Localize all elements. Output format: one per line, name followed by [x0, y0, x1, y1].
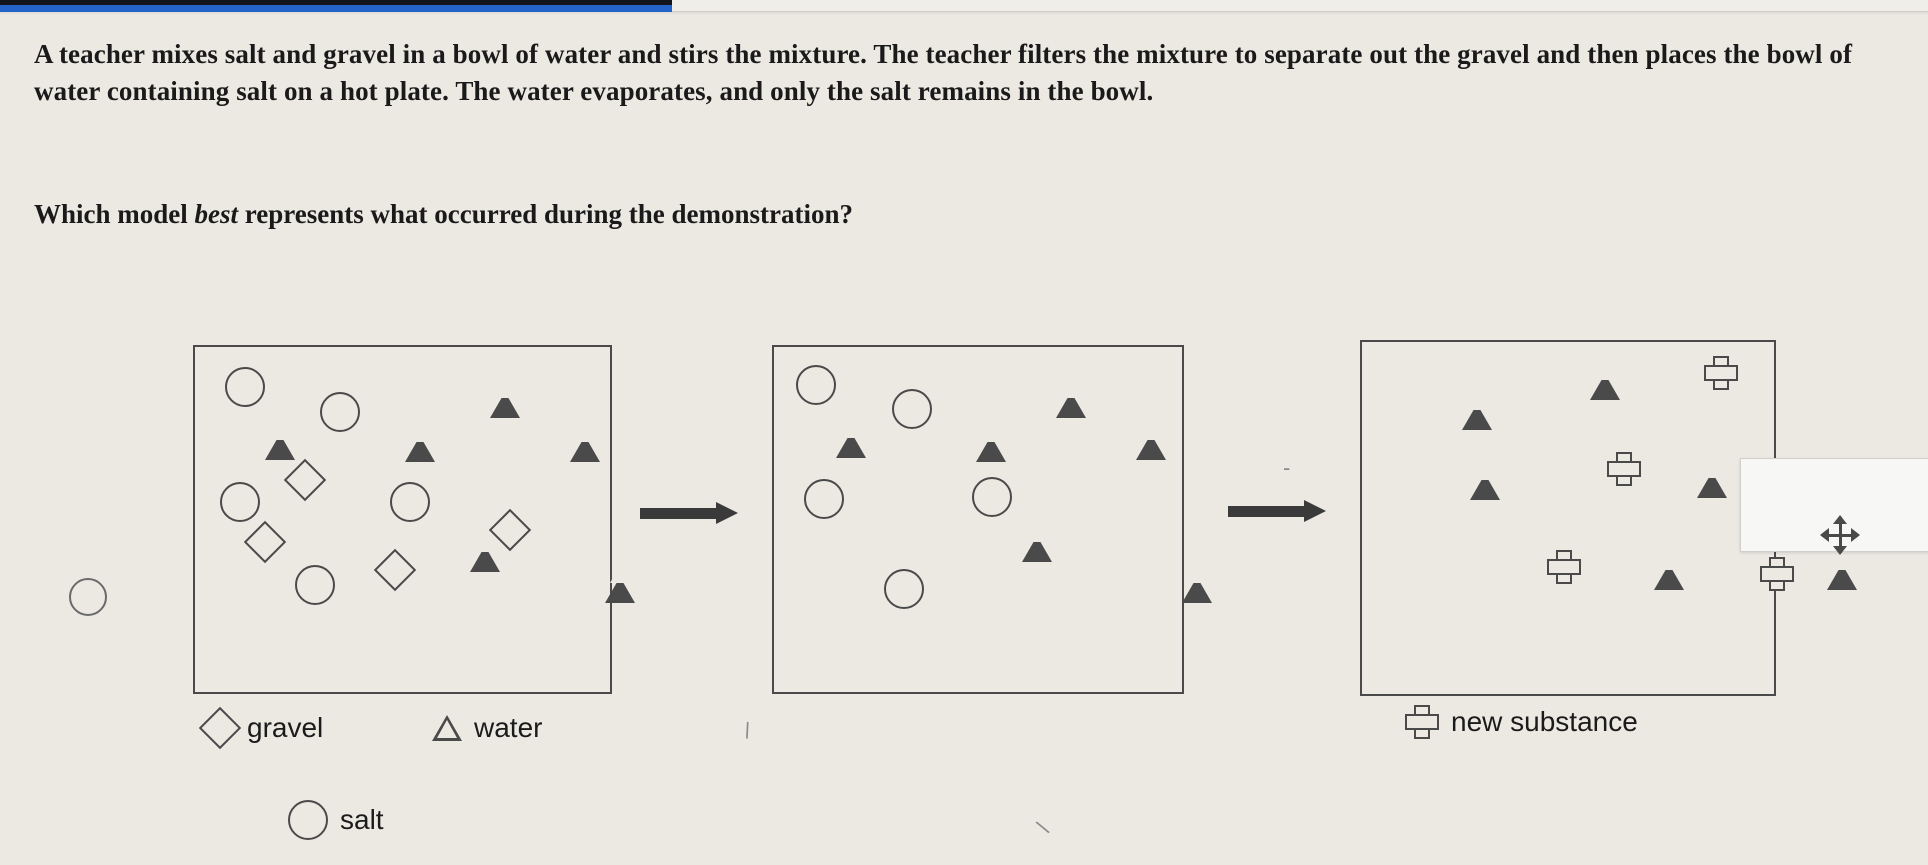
- stray-pencil-mark: -: [1283, 455, 1291, 480]
- triangle-icon: [605, 560, 635, 603]
- legend-item-salt: [288, 800, 384, 840]
- arrow-right-icon: [640, 502, 738, 524]
- legend-item-gravel: [205, 712, 323, 744]
- triangle-icon: [1022, 519, 1052, 562]
- legend-item-new-substance: [1405, 705, 1638, 739]
- circle-icon: [972, 477, 1012, 517]
- dark-strip: [0, 0, 672, 5]
- triangle-icon: [1136, 417, 1166, 460]
- triangle-icon: [1697, 455, 1727, 498]
- circle-icon: [220, 482, 260, 522]
- legend-label-new-substance: new substance: [1451, 706, 1638, 737]
- move-crosshair-icon[interactable]: [1820, 515, 1860, 555]
- stray-pencil-mark: \: [1033, 815, 1053, 840]
- circle-icon: [892, 389, 932, 429]
- triangle-icon: [405, 419, 435, 462]
- triangle-icon: [570, 419, 600, 462]
- question-prefix: Which model: [34, 199, 195, 229]
- panel-3-new-substance[interactable]: [1360, 340, 1776, 696]
- light-strip: [672, 0, 1928, 12]
- triangle-icon: [1056, 375, 1086, 418]
- triangle-icon: [265, 417, 295, 460]
- circle-icon: [804, 479, 844, 519]
- circle-icon: [884, 569, 924, 609]
- legend-item-water: [432, 712, 542, 744]
- circle-icon: [796, 365, 836, 405]
- diamond-icon: [199, 707, 241, 749]
- triangle-icon: [1462, 387, 1492, 430]
- triangle-icon: [432, 715, 462, 741]
- question-emphasis: best: [194, 199, 239, 229]
- top-browser-strip: [0, 0, 1928, 14]
- question-suffix: represents what occurred during the demonstration?: [238, 199, 853, 229]
- stray-pencil-mark: \: [740, 717, 754, 744]
- legend-label-salt: salt: [340, 804, 384, 835]
- cross-icon: [1405, 705, 1439, 739]
- triangle-icon: [490, 375, 520, 418]
- answer-choice-radio[interactable]: [69, 578, 107, 616]
- diamond-icon: [374, 549, 416, 591]
- triangle-icon: [1654, 547, 1684, 590]
- arrow-right-icon: [1228, 500, 1326, 522]
- circle-icon: [295, 565, 335, 605]
- triangle-icon: [836, 415, 866, 458]
- panel-1-mixture[interactable]: [193, 345, 612, 694]
- triangle-icon: [1182, 560, 1212, 603]
- legend-label-gravel: gravel: [247, 712, 324, 743]
- circle-icon: [320, 392, 360, 432]
- legend-label-water: water: [474, 712, 543, 743]
- diamond-icon: [284, 459, 326, 501]
- panel-2-filtered[interactable]: [772, 345, 1184, 694]
- circle-icon: [225, 367, 265, 407]
- circle-icon: [288, 800, 328, 840]
- circle-icon: [390, 482, 430, 522]
- question-stem: A teacher mixes salt and gravel in a bowl of water and stirs the mixture. The teacher filters the mixture to separate out the gravel and then places the bowl of water containing salt on a hot plate. The water evaporates, and only the salt remains in the bowl.: [34, 39, 1853, 106]
- triangle-icon: [1590, 357, 1620, 400]
- question-prompt: [34, 196, 1534, 233]
- diamond-icon: [244, 521, 286, 563]
- triangle-icon: [976, 419, 1006, 462]
- triangle-icon: [1470, 457, 1500, 500]
